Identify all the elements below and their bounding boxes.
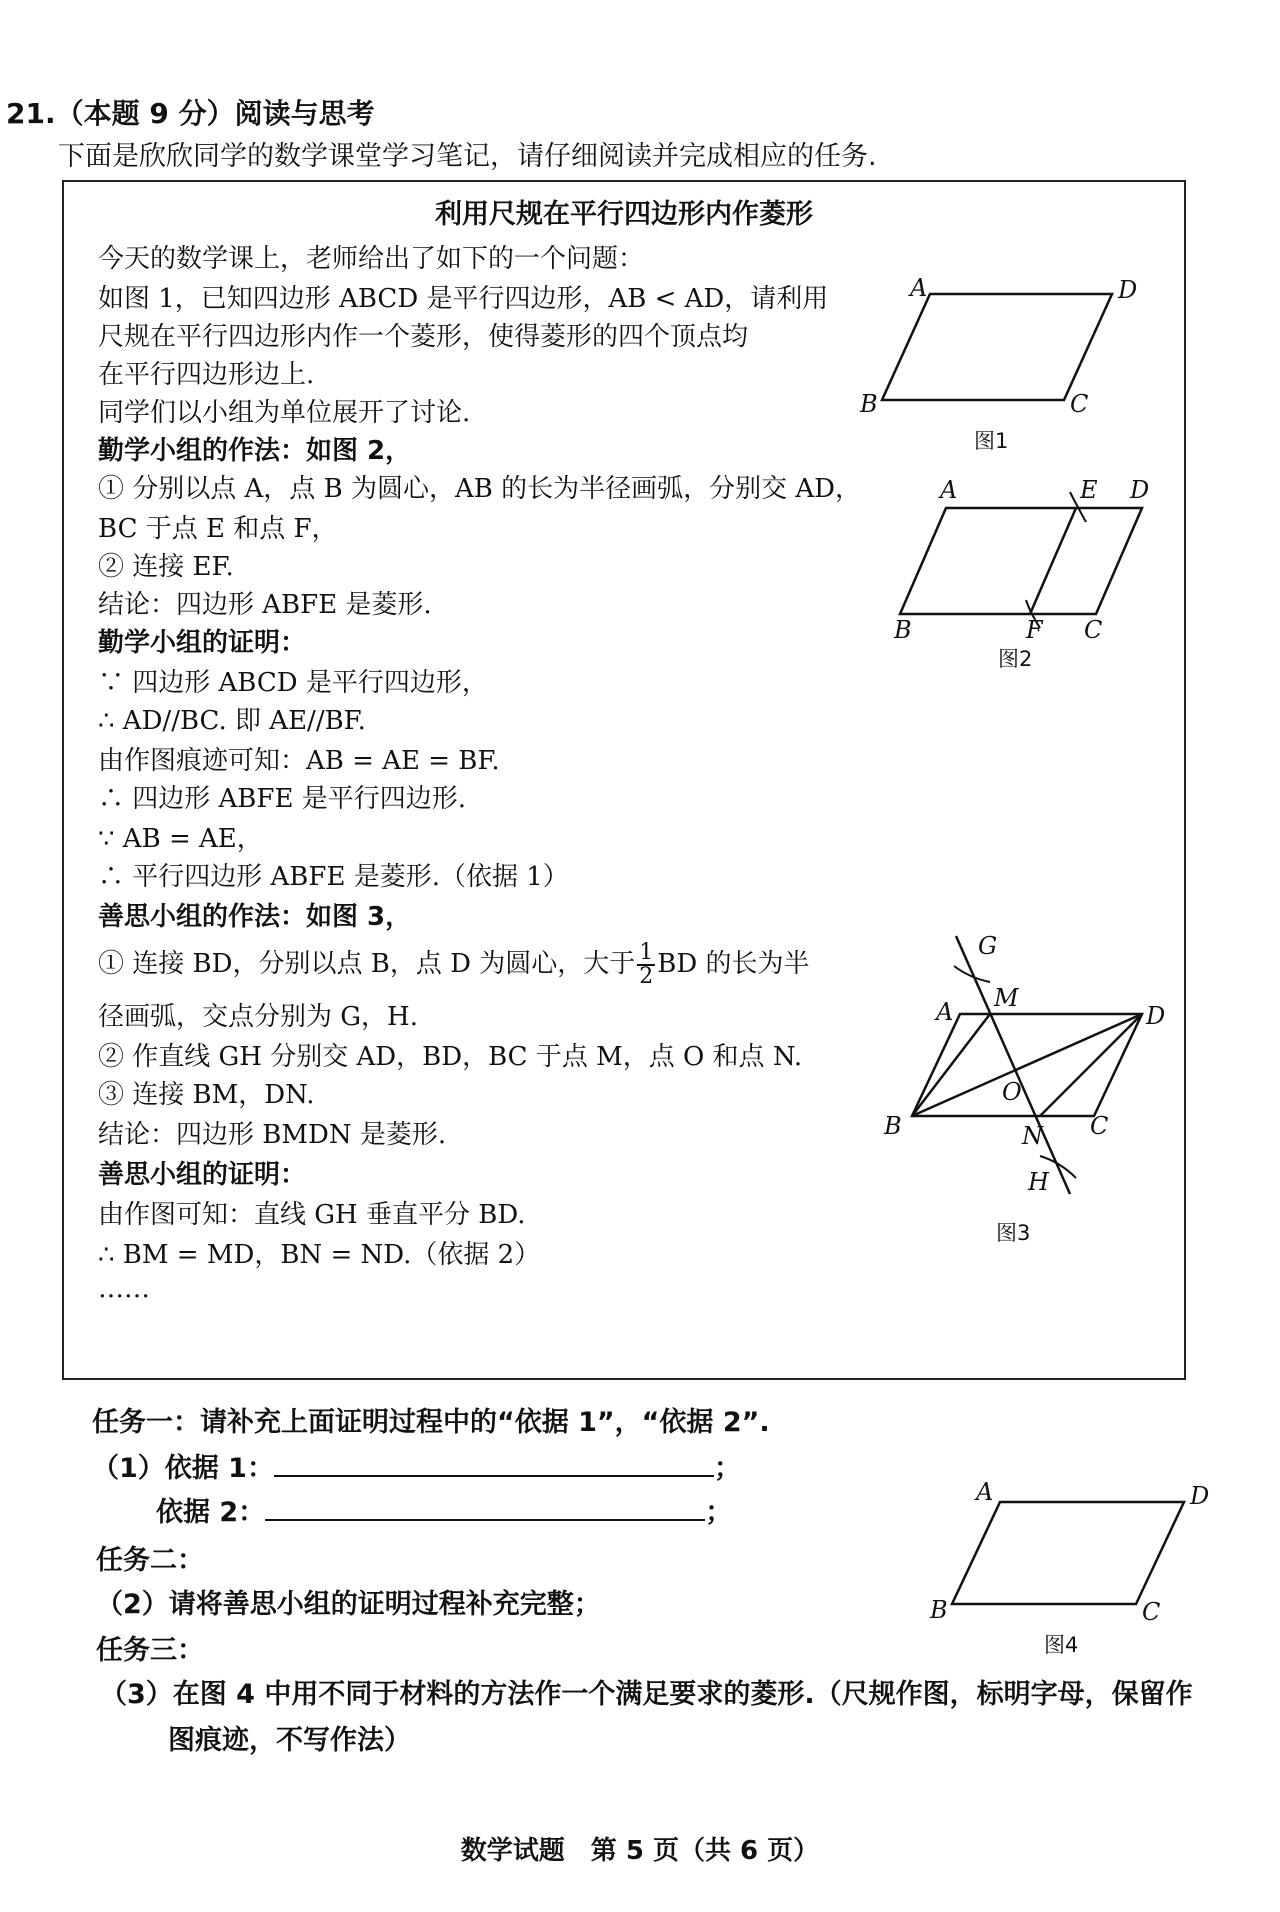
vertex-label: E [1080,476,1098,504]
figure-1 [850,270,1150,474]
vertex-label: F [1026,616,1043,644]
task-1-item-1-label: （1）依据 1： [92,1453,274,1484]
notes-line: 径画弧，交点分别为 G，H. [98,1002,418,1032]
vertex-label: A [910,274,928,302]
figure-3 [870,930,1190,1264]
notes-line: 善思小组的作法：如图 3， [98,902,412,932]
vertex-label: A [936,998,954,1026]
vertex-label: D [1190,1482,1210,1510]
task-2-text: （2）请将善思小组的证明过程补充完整； [96,1589,601,1620]
vertex-label: B [894,616,912,644]
task-1-item-2 [156,1490,732,1529]
notes-line: ② 连接 EF. [98,552,234,582]
figure-4-diagram [920,1480,1220,1670]
vertex-label: D [1146,1002,1166,1030]
point-label: H [1028,1168,1049,1196]
notes-line: ③ 连接 BM，DN. [98,1080,315,1110]
figure-3-diagram [870,930,1190,1260]
notes-line: 如图 1，已知四边形 ABCD 是平行四边形，AB < AD，请利用 [98,284,829,314]
figure-2 [880,478,1180,682]
vertex-label: D [1118,276,1138,304]
notes-line: 结论：四边形 BMDN 是菱形. [98,1120,447,1150]
answer-blank-1[interactable] [274,1451,714,1477]
task-1-item-1 [92,1446,741,1485]
figure-4 [920,1480,1220,1674]
fraction-numerator: 1 [639,940,654,965]
task-1-item-2-label: 依据 2： [156,1497,266,1528]
notes-title: 利用尺规在平行四边形内作菱形 [435,199,813,230]
notes-line: ② 作直线 GH 分别交 AD，BD，BC 于点 M，点 O 和点 N. [98,1042,803,1072]
vertex-label: C [1070,390,1089,418]
question-intro: 下面是欣欣同学的数学课堂学习笔记，请仔细阅读并完成相应的任务. [58,141,877,172]
page-footer: 数学试题 第 5 页（共 6 页） [460,1836,820,1866]
figure-2-diagram [880,478,1180,678]
notes-line: ∴ 平行四边形 ABFE 是菱形.（依据 1） [98,862,569,892]
notes-line: 今天的数学课上，老师给出了如下的一个问题： [98,244,645,274]
semicolon: ； [713,1453,741,1484]
notes-line: 结论：四边形 ABFE 是菱形. [98,590,432,620]
vertex-label: B [930,1596,948,1624]
notes-line: ① 分别以点 A，点 B 为圆心，AB 的长为半径画弧，分别交 AD， [98,474,861,504]
fraction-denominator: 2 [639,964,654,989]
notes-line: ∴ AD//BC. 即 AE//BF. [98,706,366,736]
notes-line-with-fraction [98,942,809,988]
one-half-fraction [637,942,655,988]
vertex-label: D [1130,476,1150,504]
figure-caption: 图3 [996,1221,1031,1245]
vertex-label: A [976,1478,994,1506]
semicolon: ； [705,1497,733,1528]
vertex-label: B [860,390,878,418]
vertex-label: C [1090,1112,1109,1140]
task-1-title: 任务一：请补充上面证明过程中的“依据 1”，“依据 2”. [92,1407,770,1438]
point-label: G [978,932,998,960]
point-label: O [1002,1078,1022,1106]
task-3-title: 任务三： [96,1635,204,1666]
notes-line: 勤学小组的作法：如图 2， [98,436,412,466]
notes-line: 尺规在平行四边形内作一个菱形，使得菱形的四个顶点均 [98,322,749,352]
figure-caption: 图2 [998,647,1033,671]
question-header: 21.（本题 9 分）阅读与思考 [6,97,375,130]
notes-line: 由作图痕迹可知：AB = AE = BF. [98,746,500,776]
notes-line: BC 于点 E 和点 F， [98,514,338,544]
notes-line-part: BD 的长为半 [657,949,810,979]
task-2-title: 任务二： [96,1545,204,1576]
task-3-text-line-1: （3）在图 4 中用不同于材料的方法作一个满足要求的菱形.（尺规作图，标明字母，保留作 [100,1679,1193,1710]
notes-line: ∴ BM = MD，BN = ND.（依据 2） [98,1240,541,1270]
vertex-label: B [884,1112,902,1140]
vertex-label: C [1084,616,1103,644]
notes-line-part: ① 连接 BD，分别以点 B，点 D 为圆心，大于 [98,949,636,979]
notes-line: 同学们以小组为单位展开了讨论. [98,398,471,428]
vertex-label: A [940,476,958,504]
notes-line: ∴ 四边形 ABFE 是平行四边形. [98,784,466,814]
notes-line: 勤学小组的证明： [98,628,307,658]
notes-line: 在平行四边形边上. [98,360,315,390]
answer-blank-2[interactable] [265,1495,705,1521]
figure-1-diagram [850,270,1150,470]
notes-line: 由作图可知：直线 GH 垂直平分 BD. [98,1200,526,1230]
notes-line: ∵ 四边形 ABCD 是平行四边形， [98,668,488,698]
notes-line: 善思小组的证明： [98,1160,307,1190]
notes-line: …… [98,1274,150,1304]
vertex-label: C [1142,1598,1161,1626]
figure-caption: 图4 [1044,1633,1079,1657]
point-label: N [1022,1122,1043,1150]
point-label: M [994,984,1019,1012]
figure-caption: 图1 [974,429,1009,453]
task-3-text-line-2: 图痕迹，不写作法） [168,1725,411,1756]
notes-line: ∵ AB = AE， [98,824,263,854]
